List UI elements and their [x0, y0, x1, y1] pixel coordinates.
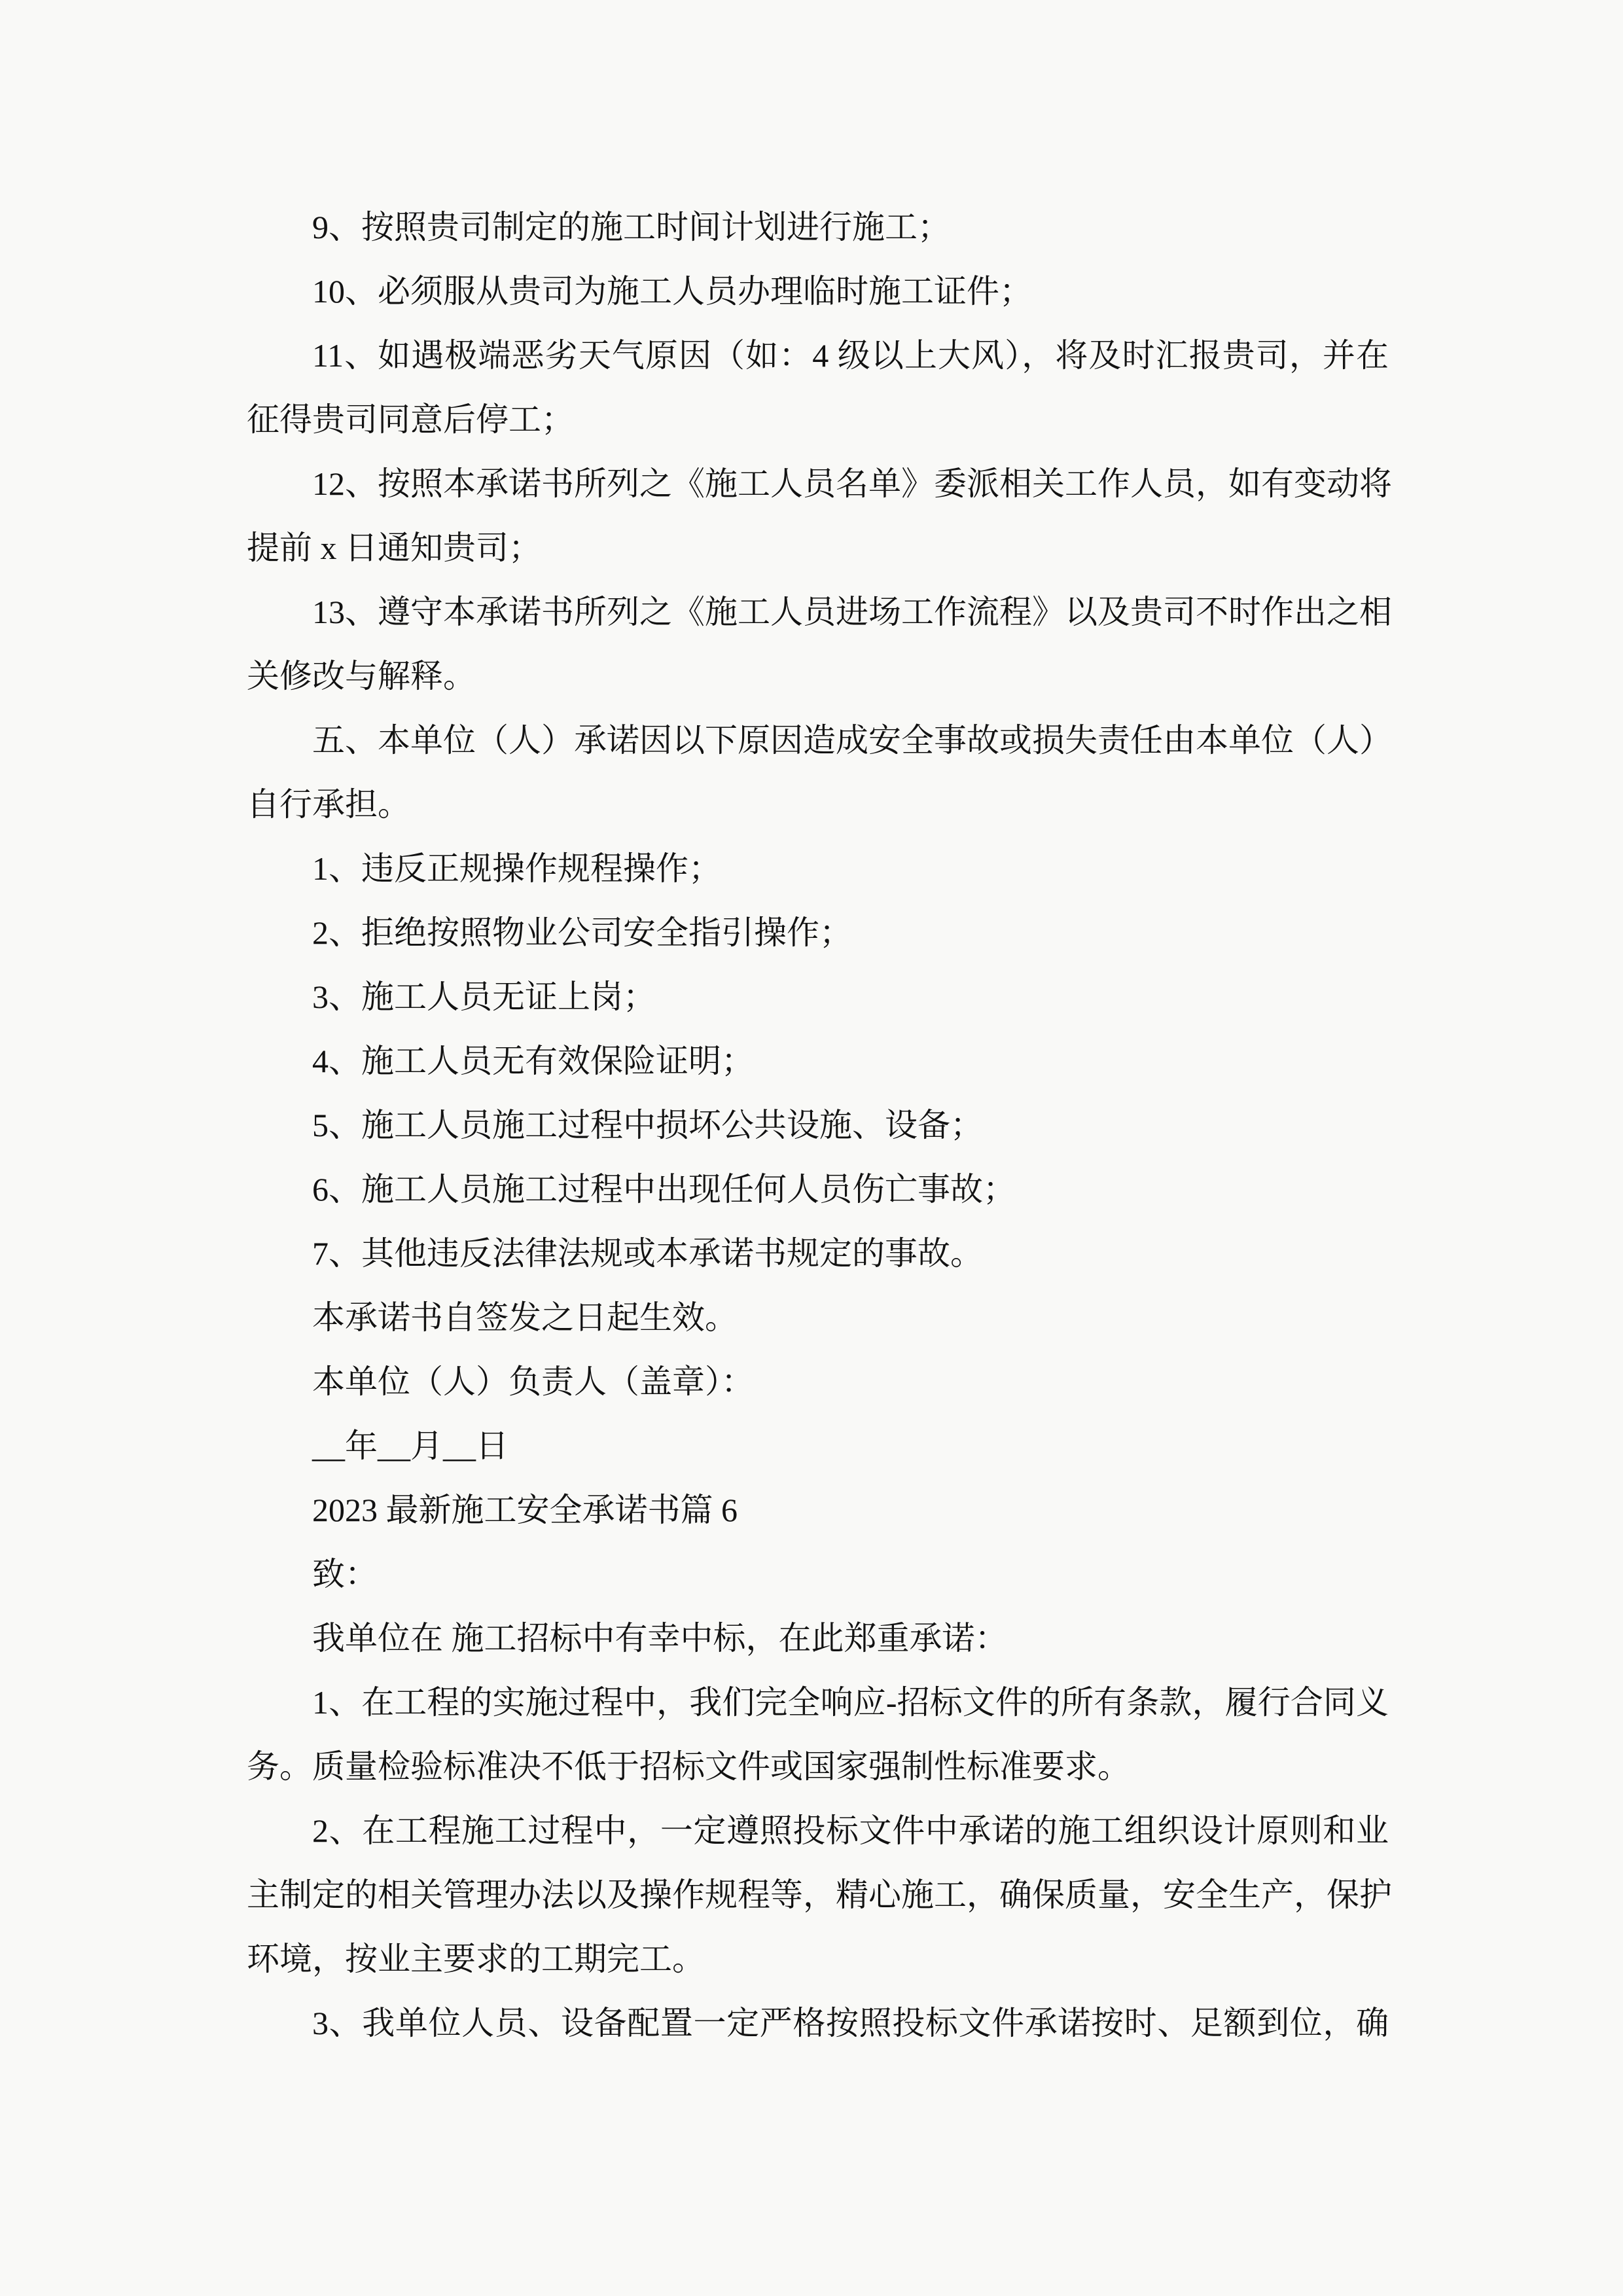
clause-five: 五、本单位（人）承诺因以下原因造成安全事故或损失责任由本单位（人）	[312, 722, 1392, 759]
piece-6-title: 2023 最新施工安全承诺书篇 6	[312, 1492, 738, 1528]
list-item-13-cont: 关修改与解释。	[247, 658, 476, 694]
list-item-12: 12、按照本承诺书所列之《施工人员名单》委派相关工作人员，如有变动将	[312, 465, 1392, 502]
cause-item-1: 1、违反正规操作规程操作；	[312, 850, 721, 887]
promise-item-2-cont-1: 主制定的相关管理办法以及操作规程等，精心施工，确保质量，安全生产，保护	[247, 1876, 1392, 1913]
cause-item-3: 3、施工人员无证上岗；	[312, 978, 656, 1015]
list-item-10: 10、必须服从贵司为施工人员办理临时施工证件；	[312, 273, 1032, 310]
promise-item-1-cont: 务。质量检验标准决不低于招标文件或国家强制性标准要求。	[247, 1748, 1130, 1785]
list-item-13: 13、遵守本承诺书所列之《施工人员进场工作流程》以及贵司不时作出之相	[312, 594, 1392, 630]
promise-item-2-cont-2: 环境，按业主要求的工期完工。	[247, 1941, 705, 1977]
list-item-11: 11、如遇极端恶劣天气原因（如：4 级以上大风），将及时汇报贵司，并在	[312, 337, 1389, 374]
clause-five-cont: 自行承担。	[247, 786, 410, 823]
list-item-9: 9、按照贵司制定的施工时间计划进行施工；	[312, 209, 950, 245]
date-blank-line: __年__月__日	[312, 1427, 508, 1464]
effective-date-note: 本承诺书自签发之日起生效。	[312, 1299, 738, 1336]
list-item-11-cont: 征得贵司同意后停工；	[247, 401, 574, 438]
promise-item-3: 3、我单位人员、设备配置一定严格按照投标文件承诺按时、足额到位，确	[312, 2005, 1389, 2041]
promise-item-1: 1、在工程的实施过程中，我们完全响应-招标文件的所有条款，履行合同义	[312, 1684, 1389, 1721]
promise-item-2: 2、在工程施工过程中，一定遵照投标文件中承诺的施工组织设计原则和业	[312, 1812, 1389, 1849]
cause-item-5: 5、施工人员施工过程中损坏公共设施、设备；	[312, 1107, 983, 1143]
signature-label: 本单位（人）负责人（盖章）：	[312, 1363, 754, 1400]
opening-statement: 我单位在 施工招标中有幸中标，在此郑重承诺：	[312, 1620, 1008, 1657]
salutation: 致：	[312, 1556, 378, 1592]
cause-item-4: 4、施工人员无有效保险证明；	[312, 1043, 754, 1079]
cause-item-2: 2、拒绝按照物业公司安全指引操作；	[312, 914, 852, 951]
cause-item-6: 6、施工人员施工过程中出现任何人员伤亡事故；	[312, 1171, 1016, 1208]
list-item-12-cont: 提前 x 日通知贵司；	[247, 529, 541, 566]
text-block	[247, 195, 1392, 2055]
cause-item-7: 7、其他违反法律法规或本承诺书规定的事故。	[312, 1235, 983, 1272]
